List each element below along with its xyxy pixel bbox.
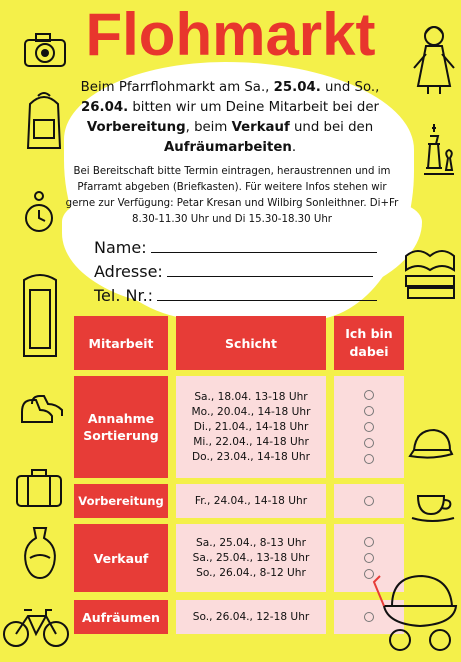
checkbox-circle[interactable] [364,537,374,547]
intro-date-2: 26.04. [81,100,129,115]
intro-text: . [291,140,297,155]
checkbox-circle[interactable] [364,390,374,400]
backpack-icon [22,90,66,152]
intro-word-verkauf: Verkauf [231,120,290,135]
header-ich-bin-dabei: Ich bin dabei [334,316,404,370]
name-field[interactable] [94,238,377,257]
books-icon [402,240,458,304]
checkbox-circle[interactable] [364,438,374,448]
check-cell-vorbereitung [334,484,404,518]
intro-text: , beim [185,120,232,135]
page-title: Flohmarkt [85,1,376,68]
row-label-aufraeumen: Aufräumen [74,600,168,634]
cap-icon [408,424,456,462]
shift-text: Mo., 20.04., 14-18 Uhr [191,405,311,418]
shift-text: So., 26.04., 12-18 Uhr [192,610,310,623]
checkbox-circle[interactable] [364,422,374,432]
checkbox-circle[interactable] [364,406,374,416]
row-label-verkauf: Verkauf [74,524,168,592]
vase-icon [20,524,60,582]
address-field[interactable] [94,262,373,281]
camera-icon [22,30,68,70]
phone-field[interactable] [94,286,377,305]
checkbox-circle[interactable] [364,496,374,506]
pocket-watch-icon [24,190,54,236]
shift-cell-aufraeumen [176,600,326,634]
shift-cell-verkauf [176,524,326,592]
name-label: Name: [94,238,147,257]
intro-date-1: 25.04. [273,80,321,95]
shift-text: So., 26.04., 8-12 Uhr [196,566,306,579]
shift-cell-vorbereitung [176,484,326,518]
shift-text: Mi., 22.04., 14-18 Uhr [193,435,309,448]
address-line[interactable] [167,262,373,277]
info-paragraph: Bei Bereitschaft bitte Termin eintragen, heraustrennen und im Pfarramt abgeben (Briefkasten). Für weitere Infos stehen wir gerne zur Verfügung: Petar Kresan und Wilbirg Sonleithner. Di+Fr 8.30-11.30 Uhr und Di 15.30-18.30 Uhr [65,166,399,225]
shift-text: Sa., 25.04., 8-13 Uhr [196,536,306,549]
row-label-vorbereitung: Vorbereitung [74,484,168,518]
shift-text: Sa., 18.04. 13-18 Uhr [194,390,308,403]
shift-text: Fr., 24.04., 14-18 Uhr [194,494,308,507]
row-label-annahme: Annahme Sortierung [74,376,168,478]
intro-word-vorbereitung: Vorbereitung [86,120,186,135]
shoes-icon [18,390,66,430]
shift-cell-annahme [176,376,326,478]
check-cell-annahme [334,376,404,478]
intro-word-aufraeumarbeiten: Aufräumarbeiten [163,140,292,155]
chess-icon [414,118,456,178]
shift-text: Di., 21.04., 14-18 Uhr [193,420,309,433]
intro-text: Beim Pfarrflohmarkt am Sa., [80,80,274,95]
shift-text: Do., 23.04., 14-18 Uhr [192,450,310,463]
address-label: Adresse: [94,262,163,281]
intro-text: bitten wir um Deine Mitarbeit bei der [128,100,379,115]
teacup-icon [410,488,456,524]
bicycle-icon [2,604,70,648]
checkbox-circle[interactable] [364,454,374,464]
intro-text: und bei den [289,120,374,135]
mirror-frame-icon [18,272,62,364]
name-line[interactable] [151,238,377,253]
shift-text: Sa., 25.04., 13-18 Uhr [192,551,310,564]
intro-paragraph [80,78,380,158]
phone-line[interactable] [157,286,377,301]
phone-label: Tel. Nr.: [94,286,154,305]
pram-icon [370,562,460,654]
header-mitarbeit: Mitarbeit [74,316,168,370]
suitcase-icon [14,466,64,510]
intro-text: und So., [320,80,380,95]
doll-icon [412,24,456,96]
header-schicht: Schicht [176,316,326,370]
